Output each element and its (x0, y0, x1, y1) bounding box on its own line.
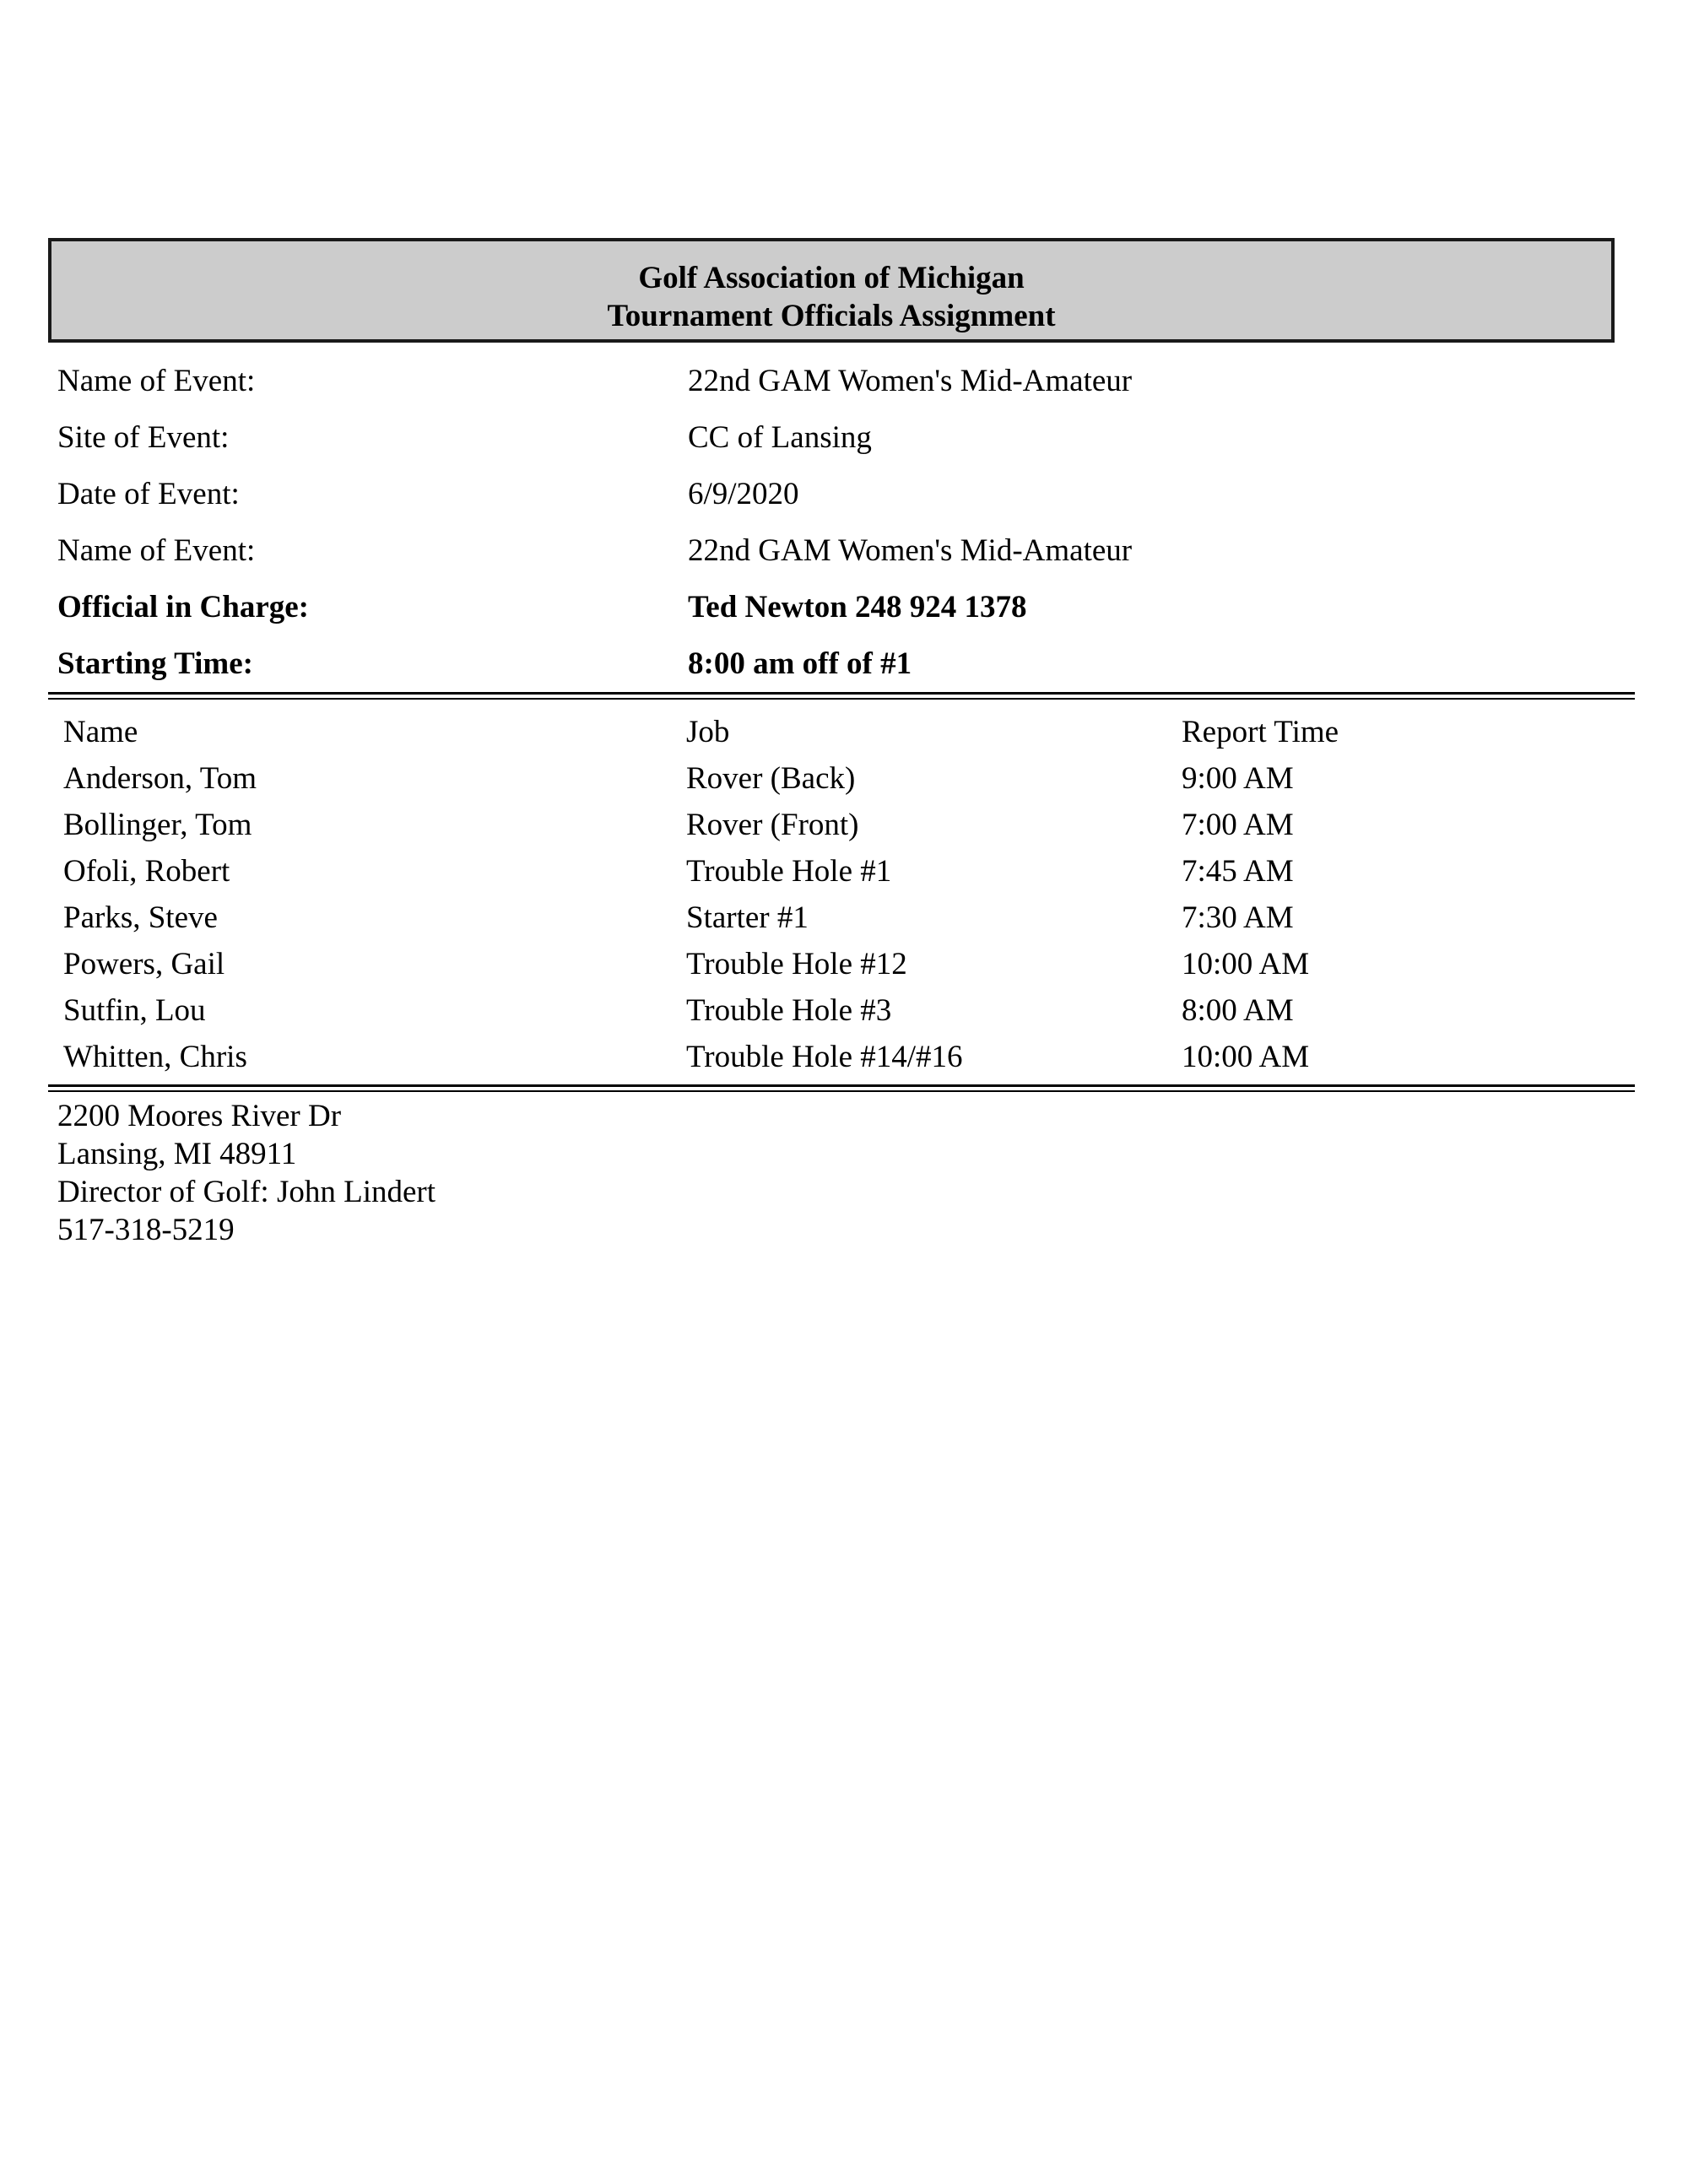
official-job: Rover (Front) (686, 808, 859, 842)
info-row-event-name-repeat (0, 526, 1688, 576)
info-value: 22nd GAM Women's Mid-Amateur (688, 364, 1133, 398)
info-label: Name of Event: (57, 533, 256, 568)
info-label: Site of Event: (57, 420, 230, 455)
info-value: Ted Newton 248 924 1378 (688, 590, 1027, 624)
official-job: Trouble Hole #1 (686, 854, 892, 889)
official-name: Parks, Steve (63, 900, 218, 935)
info-label: Name of Event: (57, 364, 256, 398)
official-report-time: 9:00 AM (1182, 761, 1294, 796)
official-name: Ofoli, Robert (63, 854, 230, 889)
info-row-event-name (0, 356, 1688, 407)
info-label: Date of Event: (57, 477, 240, 511)
info-value: CC of Lansing (688, 420, 872, 455)
report-header (48, 238, 1615, 343)
info-label: Starting Time: (57, 646, 253, 681)
official-report-time: 10:00 AM (1182, 1040, 1310, 1074)
official-report-time: 10:00 AM (1182, 947, 1310, 981)
official-name: Bollinger, Tom (63, 808, 252, 842)
official-job: Trouble Hole #14/#16 (686, 1040, 963, 1074)
official-job: Rover (Back) (686, 761, 856, 796)
info-label: Official in Charge: (57, 590, 310, 624)
table-row (0, 802, 1688, 848)
official-report-time: 8:00 AM (1182, 993, 1294, 1028)
official-report-time: 7:00 AM (1182, 808, 1294, 842)
table-header-row (0, 709, 1688, 755)
column-header-report-time: Report Time (1182, 715, 1339, 749)
info-row-date (0, 469, 1688, 520)
table-row (0, 1034, 1688, 1080)
official-job: Trouble Hole #3 (686, 993, 892, 1028)
table-row (0, 755, 1688, 802)
info-row-starting-time (0, 639, 1688, 689)
site-contact-block (57, 1097, 436, 1249)
phone-number: 517-318-5219 (57, 1213, 235, 1247)
official-job: Trouble Hole #12 (686, 947, 907, 981)
official-report-time: 7:45 AM (1182, 854, 1294, 889)
table-row (0, 941, 1688, 987)
column-header-job: Job (686, 715, 730, 749)
info-value: 22nd GAM Women's Mid-Amateur (688, 533, 1133, 568)
official-name: Anderson, Tom (63, 761, 257, 796)
section-divider (48, 692, 1635, 700)
official-name: Whitten, Chris (63, 1040, 247, 1074)
address-city: Lansing, MI 48911 (57, 1137, 297, 1171)
column-header-name: Name (63, 715, 138, 749)
table-row (0, 895, 1688, 941)
director-of-golf: Director of Golf: John Lindert (57, 1175, 436, 1209)
table-row (0, 848, 1688, 895)
info-row-site (0, 413, 1688, 463)
info-value: 8:00 am off of #1 (688, 646, 912, 681)
table-row (0, 987, 1688, 1034)
organization-title: Golf Association of Michigan (638, 261, 1025, 295)
info-value: 6/9/2020 (688, 477, 799, 511)
official-name: Powers, Gail (63, 947, 225, 981)
report-title: Tournament Officials Assignment (607, 299, 1056, 333)
official-report-time: 7:30 AM (1182, 900, 1294, 935)
address-street: 2200 Moores River Dr (57, 1099, 342, 1133)
table-bottom-divider (48, 1084, 1635, 1092)
official-name: Sutfin, Lou (63, 993, 206, 1028)
official-job: Starter #1 (686, 900, 809, 935)
info-row-official-in-charge (0, 582, 1688, 633)
